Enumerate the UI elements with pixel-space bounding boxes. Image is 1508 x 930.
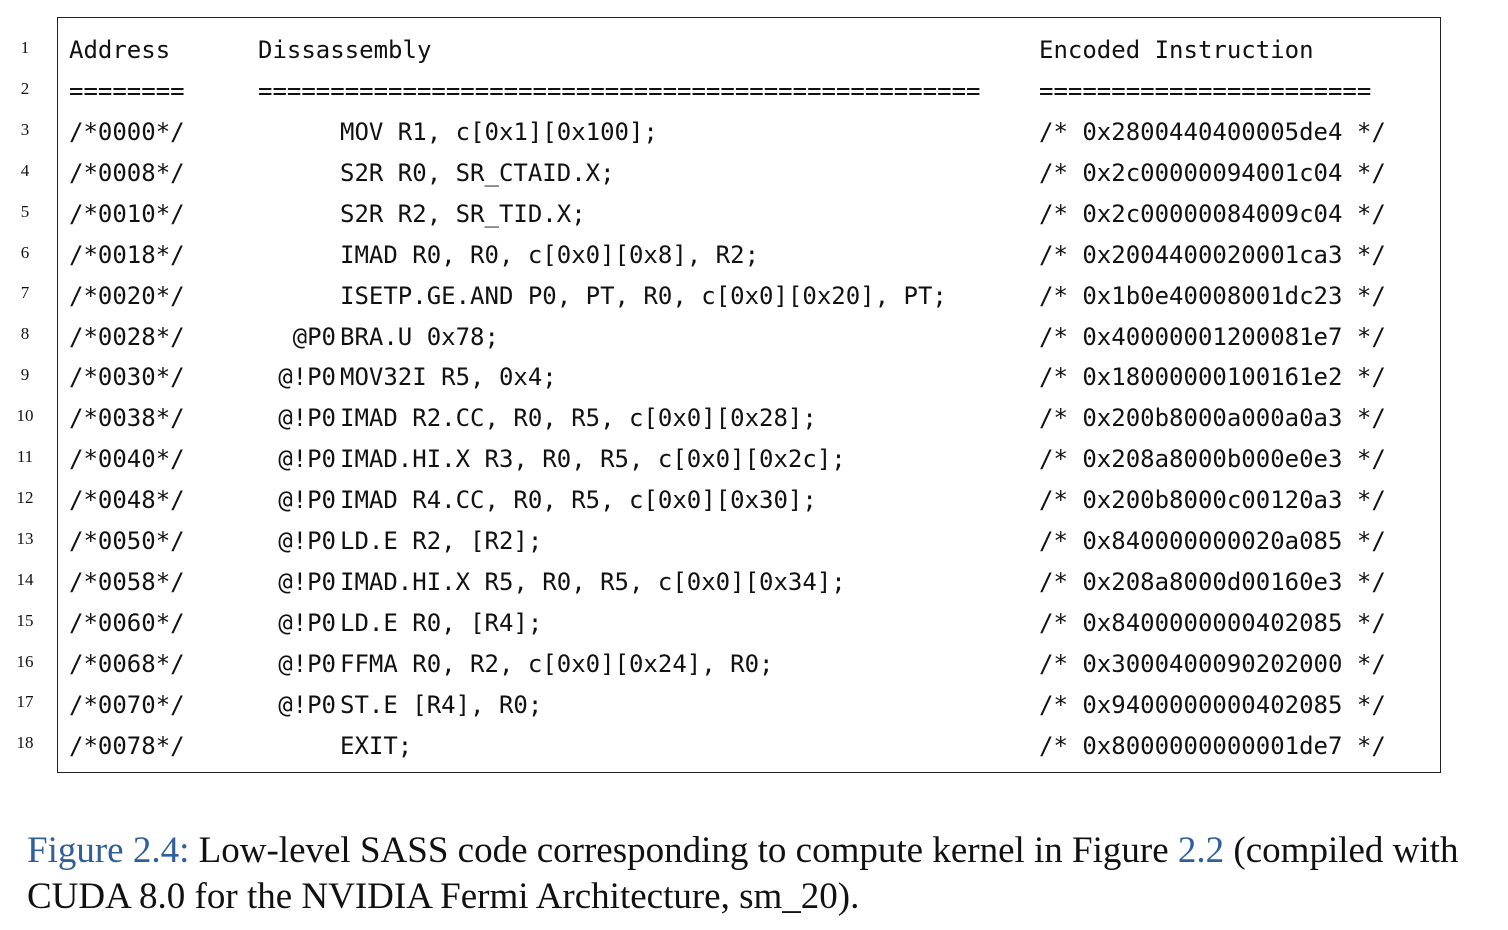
line-number: 8 — [20, 324, 30, 344]
line-number: 6 — [20, 242, 30, 262]
instruction-row — [0, 480, 1508, 520]
line-number: 16 — [16, 651, 34, 671]
instruction-encoding: /* 0x200b8000a000a0a3 */ — [1039, 404, 1386, 433]
instruction-row — [0, 644, 1508, 684]
instruction-encoding: /* 0x840000000020a085 */ — [1039, 527, 1386, 555]
separator-row — [0, 71, 1508, 111]
instruction-disassembly: IMAD.HI.X R3, R0, R5, c[0x0][0x2c]; — [340, 445, 846, 474]
line-number: 7 — [20, 283, 30, 303]
instruction-address: /*0070*/ — [69, 690, 185, 719]
instruction-address: /*0010*/ — [69, 199, 185, 228]
instruction-predicate: @!P0 — [278, 649, 336, 678]
instruction-disassembly: S2R R2, SR_TID.X; — [340, 199, 586, 228]
instruction-row — [0, 603, 1508, 643]
instruction-encoding: /* 0x208a8000b000e0e3 */ — [1039, 445, 1386, 474]
instruction-predicate: @!P0 — [278, 445, 336, 474]
instruction-row — [0, 276, 1508, 316]
instruction-address: /*0068*/ — [69, 649, 185, 678]
instruction-row — [0, 726, 1508, 766]
instruction-address: /*0018*/ — [69, 240, 185, 269]
instruction-disassembly: IMAD R0, R0, c[0x0][0x8], R2; — [340, 240, 760, 269]
line-number: 5 — [20, 201, 30, 221]
disassembly-separator: ================================================== — [258, 77, 981, 105]
instruction-disassembly: ST.E [R4], R0; — [340, 690, 543, 719]
instruction-row — [0, 521, 1508, 561]
instruction-encoding: /* 0x2004400020001ca3 */ — [1039, 240, 1386, 269]
instruction-disassembly: LD.E R2, [R2]; — [340, 527, 543, 555]
instruction-row — [0, 317, 1508, 357]
instruction-disassembly: MOV32I R5, 0x4; — [340, 363, 557, 392]
instruction-disassembly: S2R R0, SR_CTAID.X; — [340, 158, 615, 187]
instruction-address: /*0028*/ — [69, 322, 185, 351]
instruction-row — [0, 153, 1508, 193]
instruction-row — [0, 112, 1508, 152]
instruction-disassembly: IMAD R4.CC, R0, R5, c[0x0][0x30]; — [340, 486, 817, 515]
instruction-predicate: @P0 — [292, 322, 336, 351]
encoded-column-header: Encoded Instruction — [1039, 36, 1314, 64]
line-number: 15 — [16, 610, 34, 630]
instruction-predicate: @!P0 — [278, 486, 336, 515]
instruction-row — [0, 685, 1508, 725]
line-number: 1 — [20, 38, 30, 57]
caption-figure-reference: 2.2 — [1177, 830, 1225, 871]
caption-label: Figure 2.4: — [27, 830, 190, 871]
line-number: 10 — [16, 406, 34, 426]
address-separator: ======== — [69, 77, 185, 105]
instruction-encoding: /* 0x8400000000402085 */ — [1039, 608, 1386, 637]
line-number: 18 — [16, 733, 34, 753]
instruction-encoding: /* 0x2c00000094001c04 */ — [1039, 158, 1386, 187]
instruction-predicate: @!P0 — [278, 608, 336, 637]
instruction-disassembly: IMAD.HI.X R5, R0, R5, c[0x0][0x34]; — [340, 567, 846, 596]
encoded-separator: ======================= — [1039, 77, 1372, 105]
address-column-header: Address — [69, 36, 171, 64]
instruction-encoding: /* 0x2c00000084009c04 */ — [1039, 199, 1386, 228]
line-number: 12 — [16, 487, 34, 507]
caption-text-continued: (compiled with CUDA 8.0 for the NVIDIA Fermi Architecture, sm_20). — [27, 830, 1459, 917]
instruction-address: /*0030*/ — [69, 363, 185, 392]
instruction-predicate: @!P0 — [278, 690, 336, 719]
instruction-row — [0, 194, 1508, 234]
line-number: 9 — [20, 365, 30, 385]
instruction-address: /*0008*/ — [69, 158, 185, 187]
instruction-disassembly: FFMA R0, R2, c[0x0][0x24], R0; — [340, 649, 774, 678]
line-number: 11 — [16, 447, 34, 466]
instruction-predicate: @!P0 — [278, 527, 336, 555]
instruction-address: /*0058*/ — [69, 567, 185, 596]
instruction-predicate: @!P0 — [278, 363, 336, 392]
instruction-address: /*0078*/ — [69, 731, 185, 760]
instruction-address: /*0060*/ — [69, 608, 185, 637]
instruction-encoding: /* 0x200b8000c00120a3 */ — [1039, 486, 1386, 515]
instruction-disassembly: IMAD R2.CC, R0, R5, c[0x0][0x28]; — [340, 404, 817, 433]
instruction-address: /*0040*/ — [69, 445, 185, 474]
instruction-encoding: /* 0x40000001200081e7 */ — [1039, 322, 1386, 351]
instruction-address: /*0038*/ — [69, 404, 185, 433]
instruction-address: /*0020*/ — [69, 281, 185, 310]
instruction-disassembly: LD.E R0, [R4]; — [340, 608, 543, 637]
instruction-encoding: /* 0x8000000000001de7 */ — [1039, 731, 1386, 760]
instruction-disassembly: EXIT; — [340, 731, 413, 760]
line-number: 17 — [16, 692, 34, 712]
instruction-predicate: @!P0 — [278, 404, 336, 433]
line-number: 3 — [20, 119, 30, 139]
instruction-address: /*0048*/ — [69, 486, 185, 515]
instruction-encoding: /* 0x1b0e40008001dc23 */ — [1039, 281, 1386, 310]
instruction-encoding: /* 0x9400000000402085 */ — [1039, 690, 1386, 719]
line-number: 14 — [16, 569, 34, 589]
instruction-address: /*0000*/ — [69, 118, 185, 146]
instruction-disassembly: BRA.U 0x78; — [340, 322, 499, 351]
instruction-address: /*0050*/ — [69, 527, 185, 555]
instruction-predicate: @!P0 — [278, 567, 336, 596]
instruction-encoding: /* 0x3000400090202000 */ — [1039, 649, 1386, 678]
instruction-disassembly: MOV R1, c[0x1][0x100]; — [340, 118, 658, 146]
instruction-row — [0, 562, 1508, 602]
caption-text: Low-level SASS code corresponding to compute kernel in Figure — [189, 830, 1178, 871]
line-number: 4 — [20, 160, 30, 180]
disassembly-column-header: Dissassembly — [258, 36, 432, 64]
header-row — [0, 30, 1508, 70]
instruction-row — [0, 398, 1508, 438]
instruction-row — [0, 357, 1508, 397]
instruction-encoding: /* 0x208a8000d00160e3 */ — [1039, 567, 1386, 596]
instruction-encoding: /* 0x2800440400005de4 */ — [1039, 118, 1386, 146]
instruction-encoding: /* 0x18000000100161e2 */ — [1039, 363, 1386, 392]
line-number: 2 — [20, 78, 30, 98]
line-number: 13 — [16, 528, 34, 548]
instruction-disassembly: ISETP.GE.AND P0, PT, R0, c[0x0][0x20], PT; — [340, 281, 947, 310]
instruction-row — [0, 235, 1508, 275]
figure-caption — [27, 828, 1497, 920]
instruction-row — [0, 439, 1508, 479]
